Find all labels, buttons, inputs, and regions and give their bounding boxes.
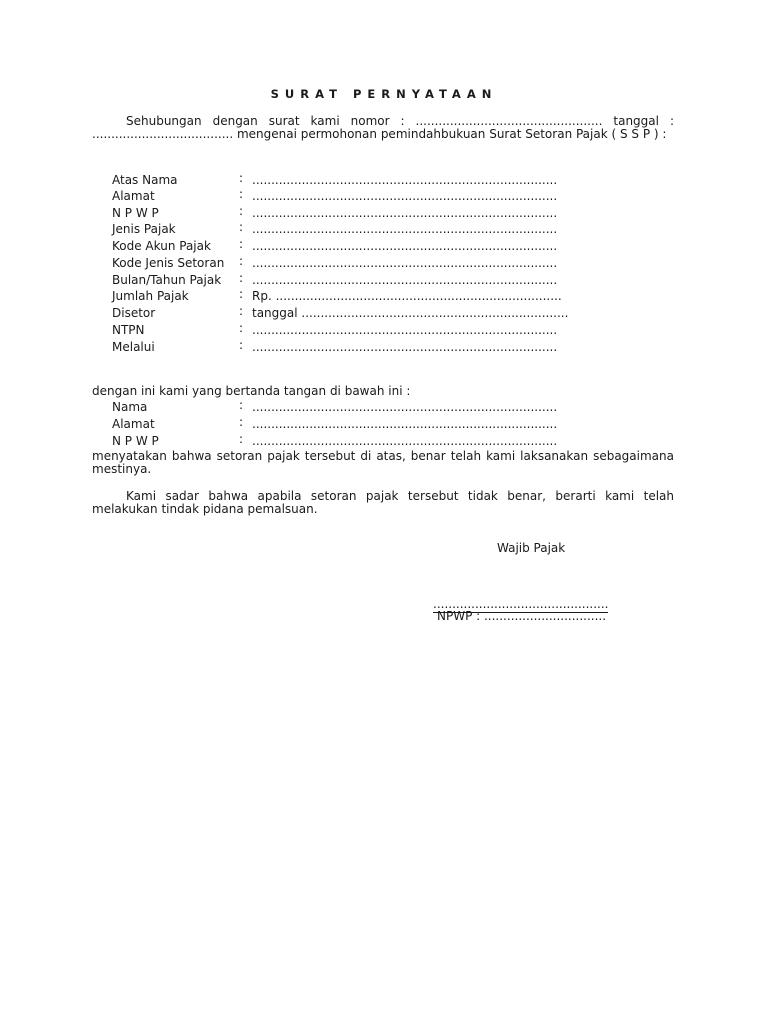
field-label: Alamat xyxy=(112,417,155,431)
field-value: Rp. ........................................................................... xyxy=(252,289,562,303)
field-value: ................................................................................ xyxy=(252,256,558,270)
intro-paragraph: Sehubungan dengan surat kami nomor : ................................................. tanggal : ..................................... mengenai permohonan pemindahbukuan Surat Setoran Pajak ( S S P ) : xyxy=(92,114,674,141)
field-label: Nama xyxy=(112,400,148,414)
field-label: Disetor xyxy=(112,306,156,320)
field-colon: : xyxy=(239,287,244,301)
field-colon: : xyxy=(239,415,244,429)
field-value: tanggal ...................................................................... xyxy=(252,306,569,320)
field-colon: : xyxy=(239,254,244,268)
field-label: Kode Akun Pajak xyxy=(112,239,211,253)
declaration-paragraph: menyatakan bahwa setoran pajak tersebut di atas, benar telah kami laksanakan sebagaimana mestinya. xyxy=(92,449,674,476)
field-value: ................................................................................ xyxy=(252,173,558,187)
field-value: ................................................................................ xyxy=(252,417,558,431)
field-colon: : xyxy=(239,187,244,201)
field-label: N P W P xyxy=(112,434,159,448)
field-label: Alamat xyxy=(112,189,155,203)
field-colon: : xyxy=(239,321,244,335)
field-label: Melalui xyxy=(112,340,155,354)
field-value: ................................................................................ xyxy=(252,273,558,287)
field-label: Jenis Pajak xyxy=(112,222,176,236)
field-label: Kode Jenis Setoran xyxy=(112,256,225,270)
field-value: ................................................................................ xyxy=(252,222,558,236)
field-label: NTPN xyxy=(112,323,145,337)
signature-npwp: NPWP : ................................ xyxy=(437,609,607,623)
field-label: Atas Nama xyxy=(112,173,178,187)
field-label: N P W P xyxy=(112,206,159,220)
document-title: SURAT PERNYATAAN xyxy=(270,87,498,101)
signature-name-line: .............................................. xyxy=(433,597,609,611)
field-colon: : xyxy=(239,398,244,412)
field-colon: : xyxy=(239,271,244,285)
field-colon: : xyxy=(239,204,244,218)
field-label: Jumlah Pajak xyxy=(112,289,189,303)
field-value: ................................................................................ xyxy=(252,206,558,220)
field-label: Bulan/Tahun Pajak xyxy=(112,273,222,287)
awareness-paragraph: Kami sadar bahwa apabila setoran pajak tersebut tidak benar, berarti kami telah melakukan tindak pidana pemalsuan. xyxy=(92,489,674,516)
field-value: ................................................................................ xyxy=(252,239,558,253)
signature-role: Wajib Pajak xyxy=(497,541,566,555)
field-colon: : xyxy=(239,338,244,352)
field-colon: : xyxy=(239,432,244,446)
field-value: ................................................................................ xyxy=(252,189,558,203)
signer-intro: dengan ini kami yang bertanda tangan di bawah ini : xyxy=(92,384,411,398)
field-colon: : xyxy=(239,237,244,251)
field-value: ................................................................................ xyxy=(252,400,558,414)
field-colon: : xyxy=(239,304,244,318)
field-value: ................................................................................ xyxy=(252,434,558,448)
field-value: ................................................................................ xyxy=(252,323,558,337)
field-value: ................................................................................ xyxy=(252,340,558,354)
field-colon: : xyxy=(239,220,244,234)
field-colon: : xyxy=(239,171,244,185)
